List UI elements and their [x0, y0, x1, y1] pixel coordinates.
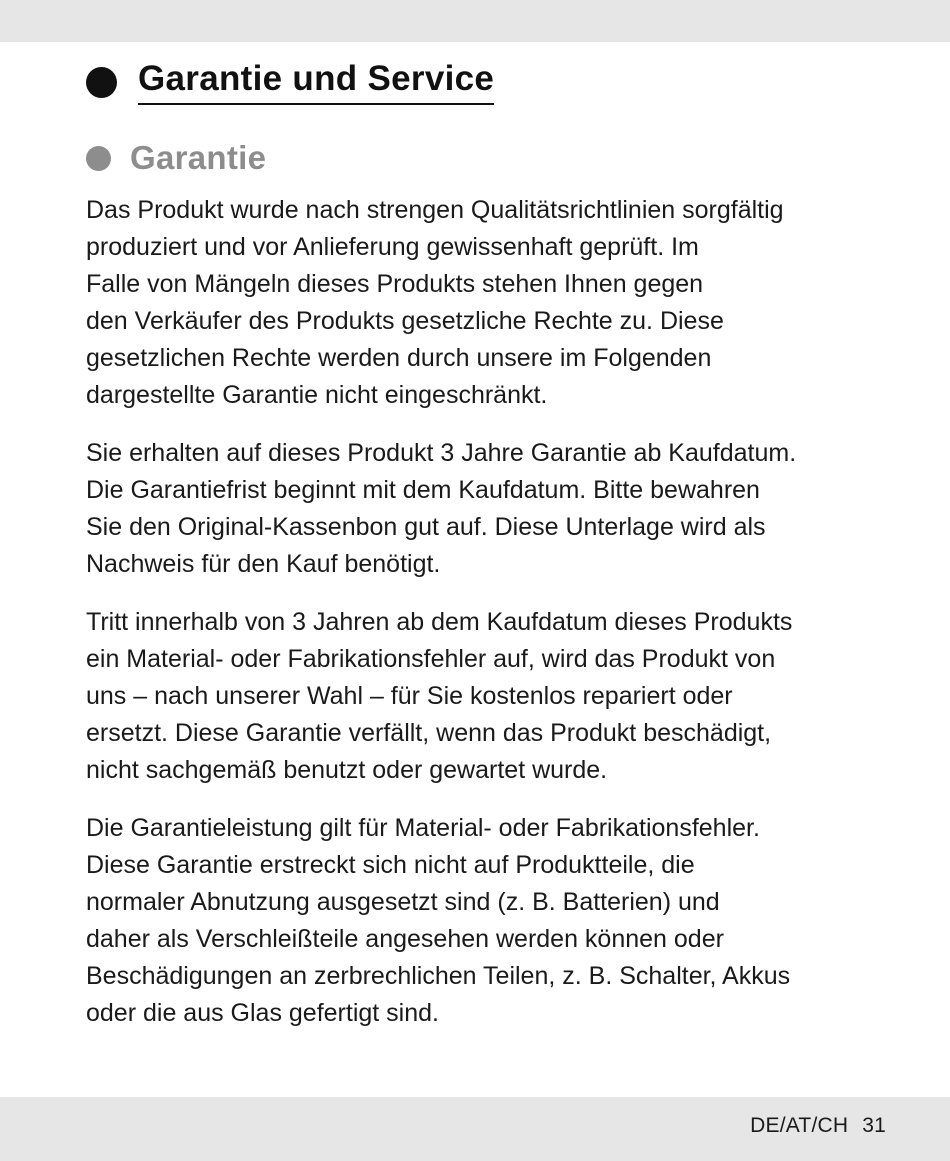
paragraph-1	[86, 192, 906, 414]
subsection-heading: Garantie	[130, 139, 267, 176]
text-line: Tritt innerhalb von 3 Jahren ab dem Kaufdatum dieses Produkts	[86, 608, 793, 636]
section-heading-row	[86, 58, 494, 106]
text-line: dargestellte Garantie nicht eingeschränkt.	[86, 381, 548, 409]
text-line: ein Material- oder Fabrikationsfehler auf, wird das Produkt von	[86, 645, 776, 673]
footer-region: DE/AT/CH	[750, 1114, 849, 1137]
text-line: Die Garantieleistung gilt für Material- oder Fabrikationsfehler.	[86, 814, 760, 842]
body-text	[86, 192, 906, 1053]
text-line: uns – nach unserer Wahl – für Sie kostenlos repariert oder	[86, 682, 733, 710]
black-bullet-icon	[86, 67, 117, 98]
text-line: Falle von Mängeln dieses Produkts stehen Ihnen gegen	[86, 270, 704, 298]
text-line: daher als Verschleißteile angesehen werden können oder	[86, 925, 724, 953]
subsection-heading-row	[86, 137, 266, 179]
paragraph-2	[86, 435, 906, 583]
text-line: Die Garantiefrist beginnt mit dem Kaufdatum. Bitte bewahren	[86, 476, 760, 504]
text-line: ersetzt. Diese Garantie verfällt, wenn das Produkt beschädigt,	[86, 719, 772, 747]
text-line: produziert und vor Anlieferung gewissenhaft geprüft. Im	[86, 233, 699, 261]
text-line: Das Produkt wurde nach strengen Qualitätsrichtlinien sorgfältig	[86, 196, 784, 224]
text-line: oder die aus Glas gefertigt sind.	[86, 999, 439, 1027]
paragraph-3	[86, 604, 906, 789]
text-line: Nachweis für den Kauf benötigt.	[86, 550, 441, 578]
page-number: 31	[862, 1114, 886, 1137]
section-heading: Garantie und Service	[138, 59, 494, 105]
text-line: Diese Garantie erstreckt sich nicht auf Produktteile, die	[86, 851, 695, 879]
text-line: gesetzlichen Rechte werden durch unsere im Folgenden	[86, 344, 712, 372]
grey-bullet-icon	[86, 146, 111, 171]
top-margin-band	[0, 0, 950, 42]
text-line: den Verkäufer des Produkts gesetzliche Rechte zu. Diese	[86, 307, 724, 335]
text-line: normaler Abnutzung ausgesetzt sind (z. B. Batterien) und	[86, 888, 720, 916]
page-footer	[750, 1114, 886, 1138]
paragraph-4	[86, 810, 906, 1032]
text-line: Beschädigungen an zerbrechlichen Teilen, z. B. Schalter, Akkus	[86, 962, 791, 990]
text-line: Sie erhalten auf dieses Produkt 3 Jahre Garantie ab Kaufdatum.	[86, 439, 797, 467]
text-line: Sie den Original-Kassenbon gut auf. Diese Unterlage wird als	[86, 513, 766, 541]
text-line: nicht sachgemäß benutzt oder gewartet wurde.	[86, 756, 608, 784]
